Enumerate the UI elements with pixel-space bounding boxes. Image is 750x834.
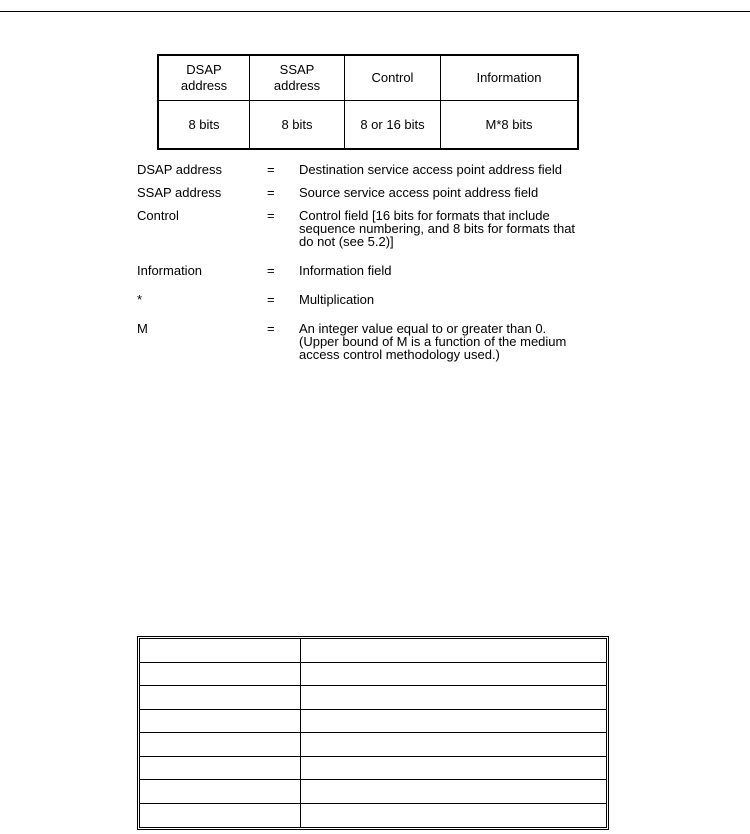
definition-line: (Upper bound of M is a function of the medium bbox=[299, 334, 567, 349]
empty-table-cell bbox=[140, 733, 301, 757]
ssap-header-line1: SSAP bbox=[279, 62, 315, 77]
definition-term: Information bbox=[137, 263, 203, 278]
empty-table-cell bbox=[140, 757, 301, 781]
definition-description bbox=[299, 163, 609, 176]
pdu-size-row bbox=[158, 101, 578, 150]
definition-equals: = bbox=[267, 208, 275, 223]
control-header-cell bbox=[345, 55, 441, 101]
information-header-cell bbox=[441, 55, 579, 101]
empty-table-cell bbox=[301, 733, 606, 757]
pdu-header-row bbox=[158, 55, 578, 101]
control-header-label: Control bbox=[371, 70, 414, 85]
definition-description bbox=[299, 186, 609, 199]
dsap-header-line2: address bbox=[180, 78, 228, 93]
definition-line: Destination service access point address field bbox=[299, 162, 563, 177]
ssap-header-line2: address bbox=[273, 78, 321, 93]
empty-table-cell bbox=[301, 780, 606, 804]
definition-term: * bbox=[137, 292, 143, 307]
definitions-list bbox=[137, 163, 617, 361]
definition-dsap bbox=[137, 163, 617, 176]
empty-grid-table bbox=[137, 636, 609, 830]
definition-description bbox=[299, 322, 609, 361]
information-header-label: Information bbox=[476, 70, 542, 85]
definition-description bbox=[299, 293, 609, 306]
definition-multiplication bbox=[137, 293, 617, 306]
empty-table-cell bbox=[301, 710, 606, 734]
definition-ssap bbox=[137, 186, 617, 199]
definition-m bbox=[137, 322, 617, 361]
definition-term: DSAP address bbox=[137, 162, 223, 177]
empty-table-cell bbox=[301, 639, 606, 663]
definition-control bbox=[137, 209, 617, 248]
definition-description bbox=[299, 209, 609, 248]
definition-line: Control field [16 bits for formats that include bbox=[299, 208, 550, 223]
definition-equals: = bbox=[267, 321, 275, 336]
definition-equals: = bbox=[267, 185, 275, 200]
definition-equals: = bbox=[267, 162, 275, 177]
definition-line: An integer value equal to or greater than 0. bbox=[299, 321, 547, 336]
empty-table-cell bbox=[301, 663, 606, 687]
definition-line: access control methodology used.) bbox=[299, 347, 500, 362]
definition-line: do not (see 5.2)] bbox=[299, 234, 394, 249]
definition-line: sequence numbering, and 8 bits for formats that bbox=[299, 221, 576, 236]
empty-table-cell bbox=[140, 804, 301, 828]
page-header-rule bbox=[0, 11, 750, 12]
empty-table-cell bbox=[140, 710, 301, 734]
empty-table-cell bbox=[301, 757, 606, 781]
definition-equals: = bbox=[267, 292, 275, 307]
empty-table-cell bbox=[301, 804, 606, 828]
definition-information bbox=[137, 264, 617, 277]
empty-table-cell bbox=[140, 639, 301, 663]
empty-table-cell bbox=[140, 686, 301, 710]
dsap-size-cell: 8 bits bbox=[158, 101, 250, 150]
dsap-header-line1: DSAP bbox=[186, 62, 222, 77]
empty-table-cell bbox=[301, 686, 606, 710]
empty-table-cell bbox=[140, 663, 301, 687]
empty-table-cell bbox=[140, 780, 301, 804]
dsap-header-cell bbox=[158, 55, 250, 101]
ssap-header-cell bbox=[250, 55, 345, 101]
information-size-cell: M*8 bits bbox=[441, 101, 579, 150]
definition-description bbox=[299, 264, 609, 277]
definition-line: Source service access point address field bbox=[299, 185, 539, 200]
definition-term: Control bbox=[137, 208, 179, 223]
ssap-size-cell: 8 bits bbox=[250, 101, 345, 150]
pdu-format-table bbox=[157, 54, 579, 150]
definition-term: M bbox=[137, 321, 148, 336]
definition-line: Multiplication bbox=[299, 292, 375, 307]
definition-equals: = bbox=[267, 263, 275, 278]
definition-line: Information field bbox=[299, 263, 392, 278]
definition-term: SSAP address bbox=[137, 185, 222, 200]
control-size-cell: 8 or 16 bits bbox=[345, 101, 441, 150]
